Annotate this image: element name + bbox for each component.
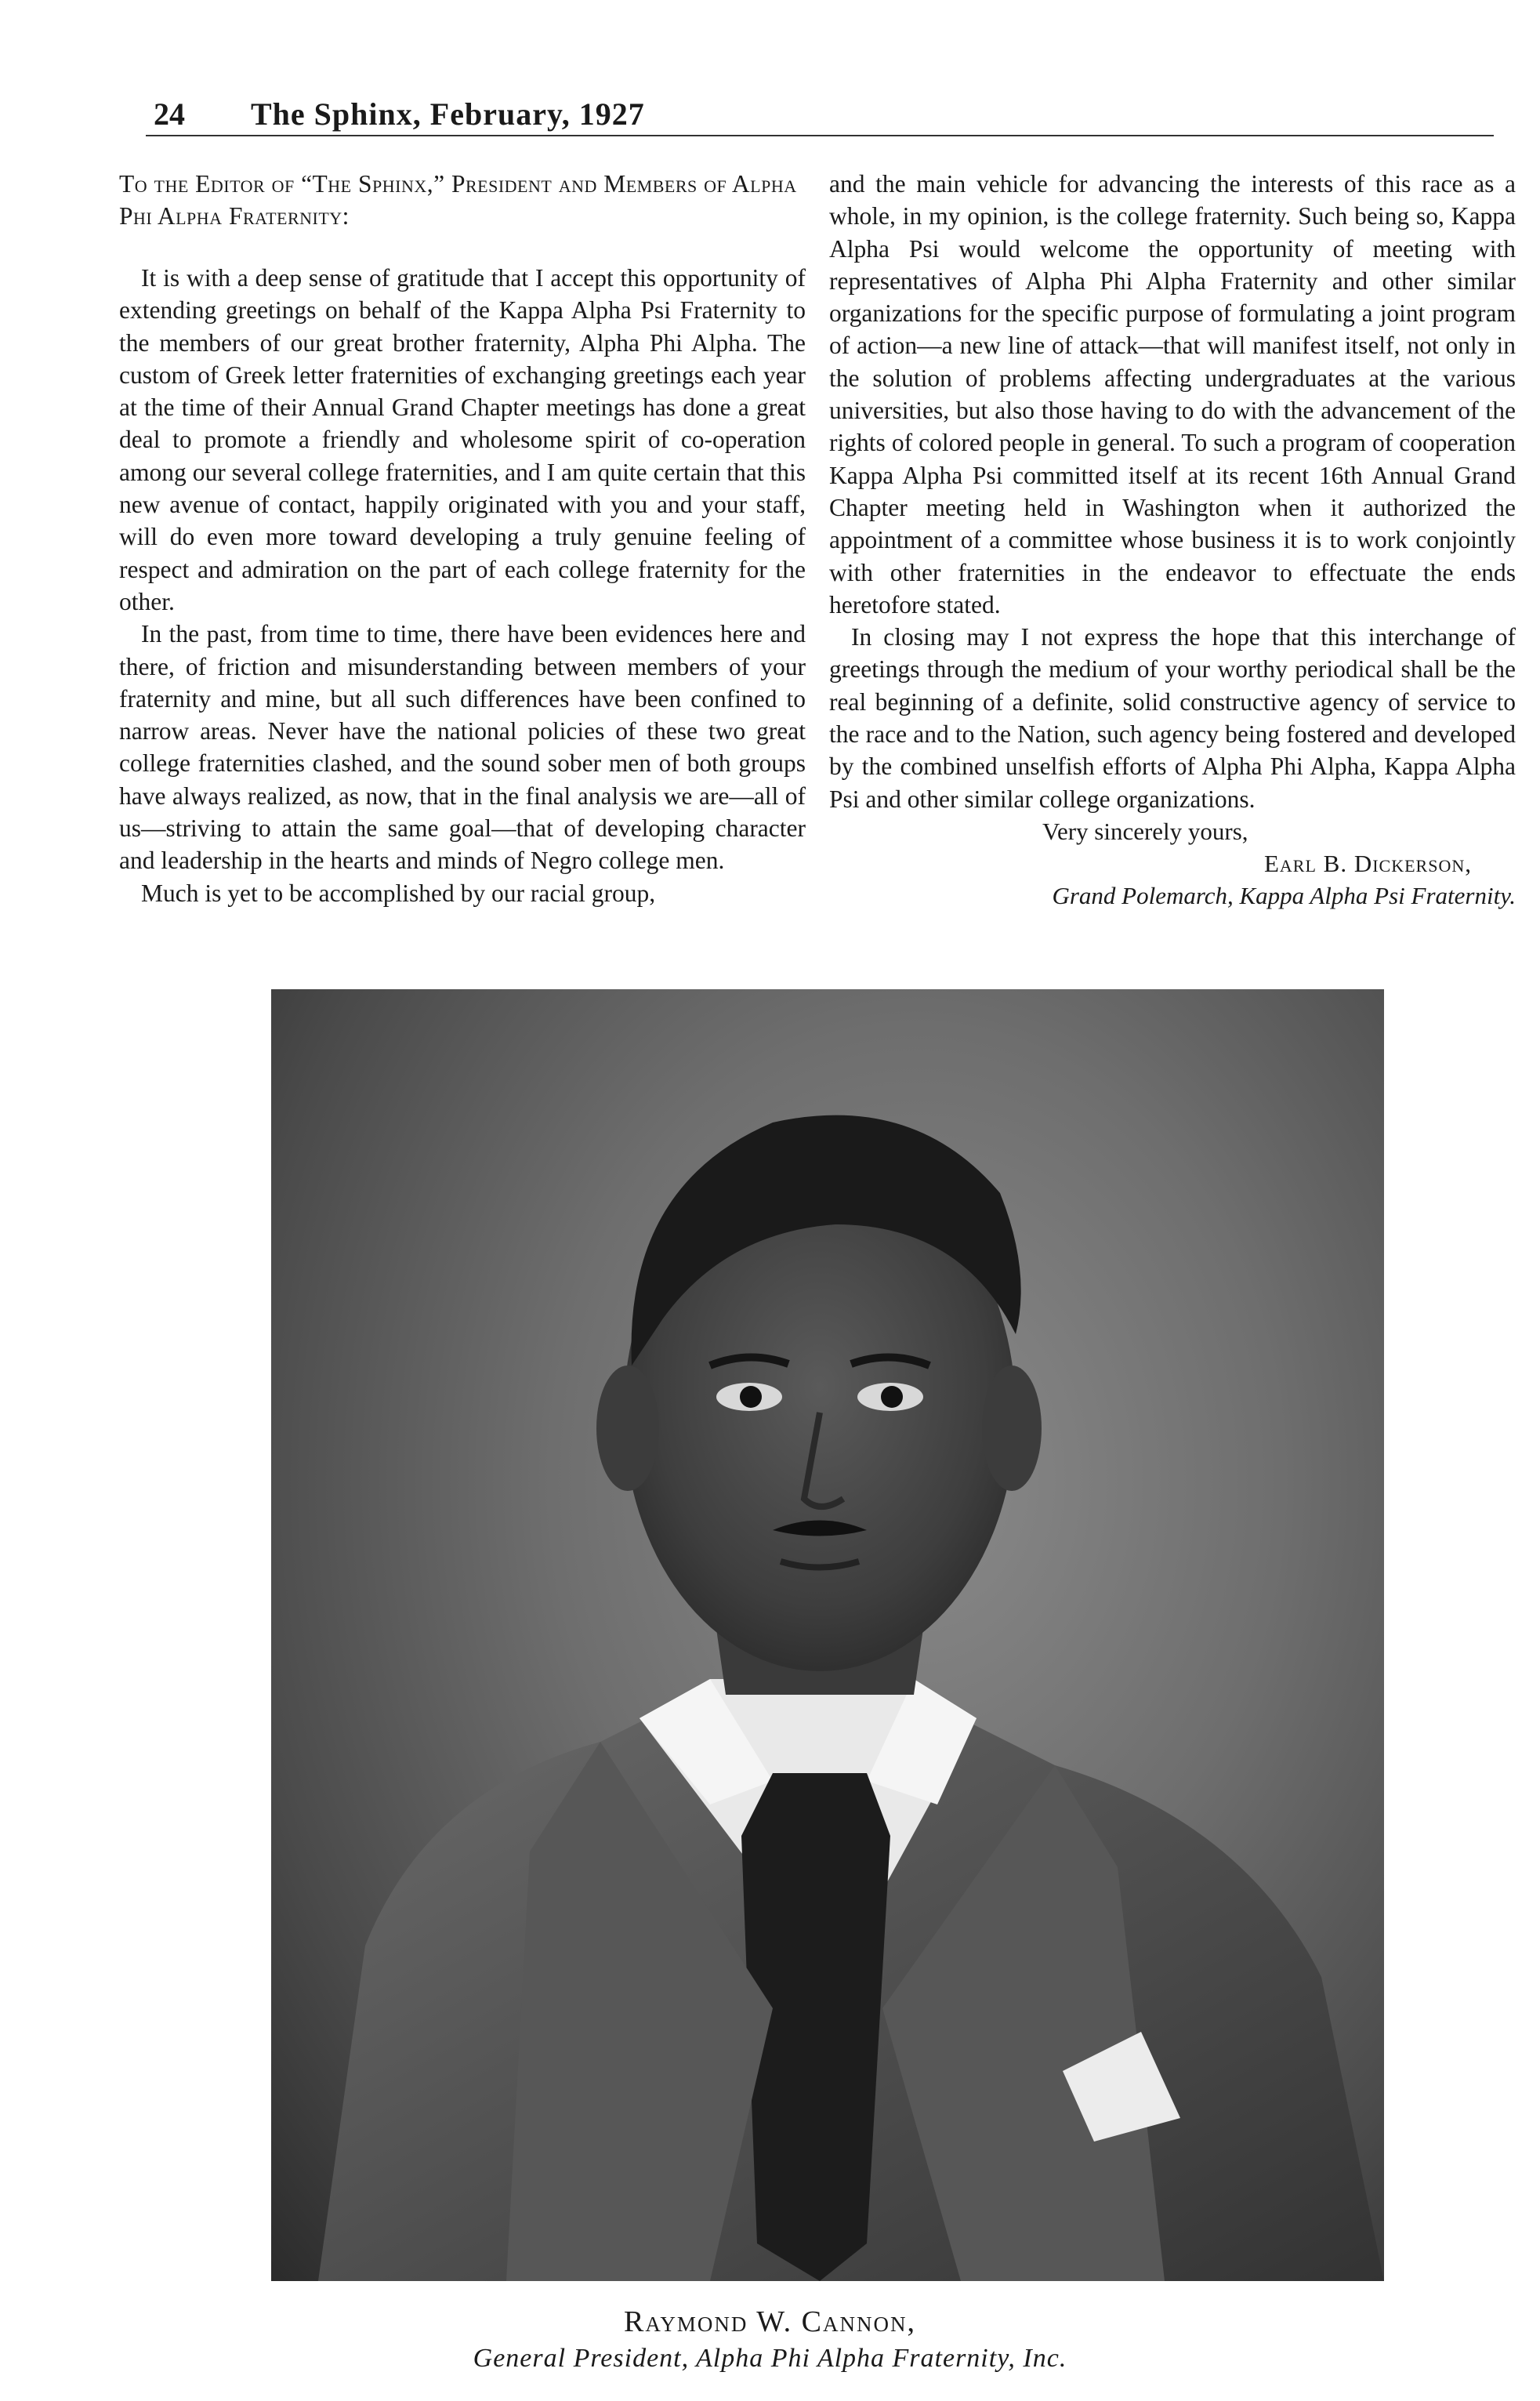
letter-paragraph: In closing may I not express the hope that this interchange of greetings through the medium of your worthy periodical shall be the real beginning of a definite, solid constructive agency of service to the race and to the Nation, such agency being fostered and developed by the combined unselfish efforts of Alpha Phi Alpha, Kappa Alpha Psi and other similar college organizations. (829, 623, 1516, 813)
letter-paragraph: Much is yet to be accomplished by our racial group, (141, 879, 656, 907)
letter-salutation: To the Editor of “The Sphinx,” President and Members of Alpha Phi Alpha Fraternity: (119, 170, 797, 230)
page-header (146, 88, 1494, 136)
photo-caption-name: Raymond W. Cannon, (624, 2305, 916, 2338)
page-number: 24 (154, 96, 185, 132)
letter-paragraph: In the past, from time to time, there have been evidences here and there, of friction and misunderstanding between members of your fraternity and mine, but all such differences have been confined to narrow areas. Never have the national policies of these two great college fraternities clashed, and the sound sober men of both groups have always realized, as now, that in the final analysis we are—all of us—striving to attain the same goal—that of developing character and leadership in the hearts and minds of Negro college men. (119, 620, 806, 875)
signature-title: Grand Polemarch, Kappa Alpha Psi Fraternity. (1052, 881, 1516, 909)
letter-column-left (119, 168, 806, 909)
signature-name: Earl B. Dickerson, (1263, 849, 1472, 877)
publication-title: The Sphinx, February, 1927 (251, 96, 645, 132)
letter-paragraph: and the main vehicle for advancing the interests of this race as a whole, in my opinion, is the college fraternity. Such being so, Kappa Alpha Psi would welcome the opportunity of meeting with representatives of Alpha Phi Alpha Fraternity and other similar organizations for the specific purpose of formulating a joint program of action—a new line of attack—that will manifest itself, not only in the solution of problems affecting undergraduates at the various universities, but also those having to do with the advancement of the rights of colored people in general. To such a program of cooperation Kappa Alpha Psi committed itself at its recent 16th Annual Grand Chapter meeting held in Washington when it authorized the appointment of a committee whose business it is to work conjointly with other fraternities in the endeavor to effectuate the ends heretofore stated. (829, 170, 1516, 618)
letter-closing: Very sincerely yours, (1042, 817, 1248, 845)
portrait-photo (271, 989, 1384, 2281)
portrait-illustration (271, 989, 1384, 2281)
letter-column-right (829, 168, 1516, 912)
photo-caption-title: General President, Alpha Phi Alpha Fraternity, Inc. (473, 2344, 1067, 2373)
letter-paragraph: It is with a deep sense of gratitude that I accept this opportunity of extending greetings on behalf of the Kappa Alpha Psi Fraternity to the members of our great brother fraternity, Alpha Phi Alpha. The custom of Greek letter fraternities of exchanging greetings each year at the time of their Annual Grand Chapter meetings has done a great deal to promote a friendly and wholesome spirit of co-operation among our several college fraternities, and I am quite certain that this new avenue of contact, happily originated with you and your staff, will do even more toward developing a truly genuine feeling of respect and admiration on the part of each college fraternity for the other. (119, 264, 806, 615)
